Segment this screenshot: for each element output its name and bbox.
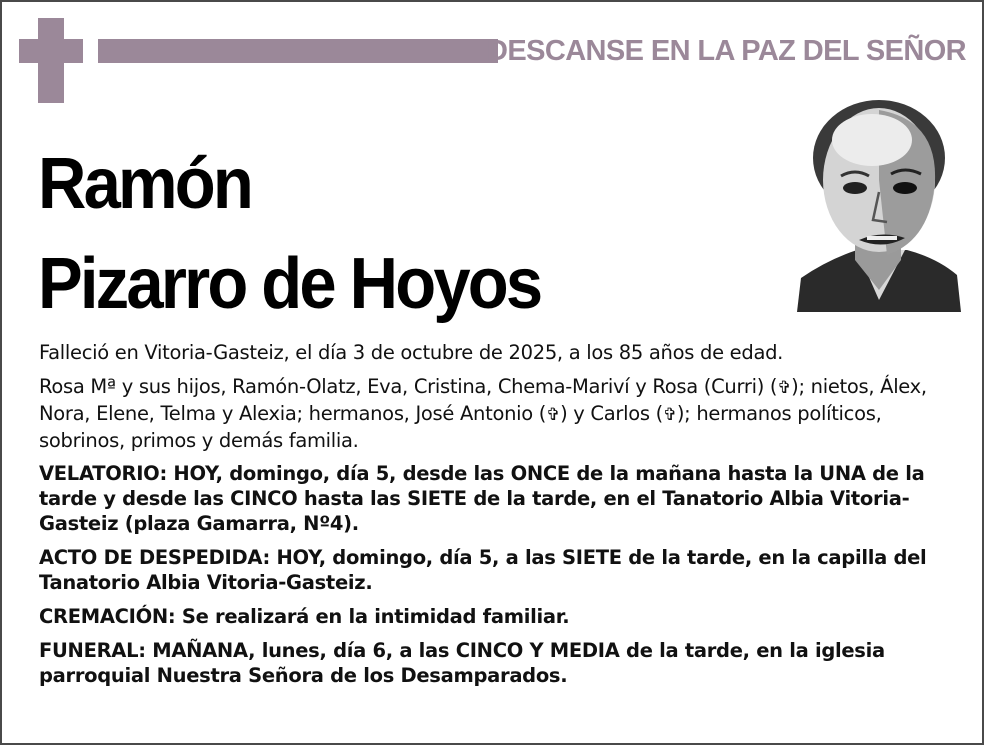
deceased-first-name: Ramón [38,144,251,224]
notice-body [39,340,959,697]
despedida-info: ACTO DE DESPEDIDA: HOY, domingo, día 5, a las SIETE de la tarde, en la capilla del Tanatorio Albia Vitoria-Gasteiz. [39,546,927,594]
family-text-1: Rosa Mª y sus hijos, Ramón-Olatz, Eva, Cristina, Chema-Mariví y Rosa (Curri) ( [39,375,778,398]
family-list [39,374,959,453]
family-text-3: ) y Carlos ( [560,402,663,425]
deceased-surname: Pizarro de Hoyos [38,244,541,324]
header-rule [98,39,498,63]
header-title: DESCANSE EN LA PAZ DEL SEÑOR [487,35,966,67]
death-statement: Falleció en Vitoria-Gasteiz, el día 3 de octubre de 2025, a los 85 años de edad. [39,341,784,364]
deceased-cross-icon: ✞ [777,378,792,398]
family-text-4: ); hermanos políticos, sobrinos, primos y demás familia. [39,402,882,452]
latin-cross-icon-arm [19,39,83,63]
cremacion-info: CREMACIÓN: Se realizará en la intimidad familiar. [39,605,570,628]
deceased-name [38,134,540,334]
funeral-info: FUNERAL: MAÑANA, lunes, día 6, a las CINCO Y MEDIA de la tarde, en la iglesia parroquial Nuestra Señora de los Desamparados. [39,639,885,687]
family-text-2: ); nietos, Álex, Nora, Elene, Telma y Alexia; hermanos, José Antonio ( [39,375,927,425]
portrait-photo [797,100,961,312]
deceased-cross-icon: ✞ [662,405,677,425]
deceased-cross-icon: ✞ [546,405,561,425]
portrait-illustration [797,100,961,312]
velatorio-info: VELATORIO: HOY, domingo, día 5, desde las ONCE de la mañana hasta la UNA de la tarde y desde las CINCO hasta las SIETE de la tarde, en el Tanatorio Albia Vitoria-Gasteiz (plaza Gamarra, Nº4). [39,462,925,535]
